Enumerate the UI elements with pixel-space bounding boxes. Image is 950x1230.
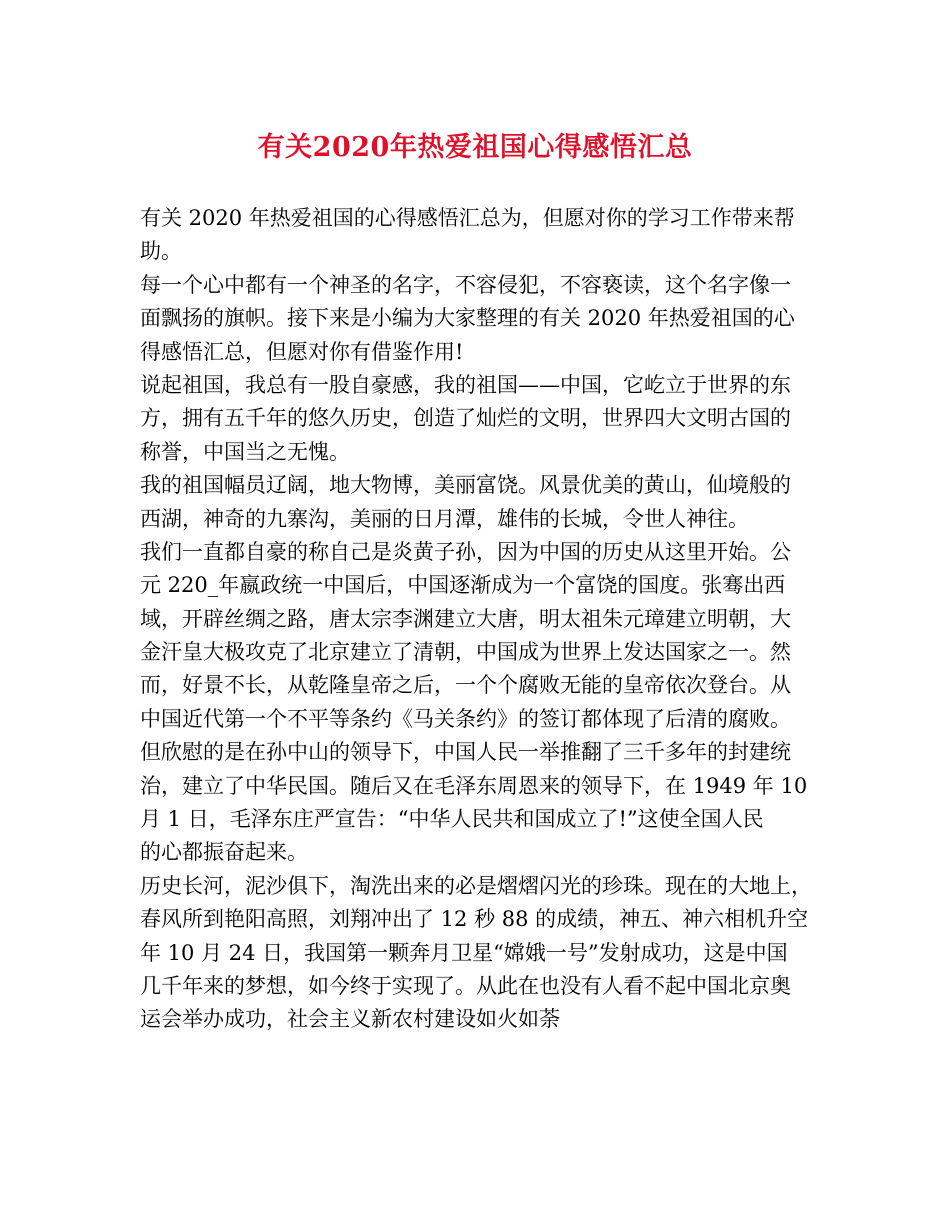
body-line: 运会举办成功，社会主义新农村建设如火如荼 bbox=[140, 1007, 560, 1032]
body-line: 说起祖国，我总有一股自豪感，我的祖国——中国，它屹立于世界的东 bbox=[140, 372, 791, 397]
body-line: 而，好景不长，从乾隆皇帝之后，一个个腐败无能的皇帝依次登台。从 bbox=[140, 673, 791, 698]
body-line: 得感悟汇总，但愿对你有借鉴作用! bbox=[140, 339, 464, 364]
document-title: 有关2020年热爱祖国心得感悟汇总 bbox=[257, 132, 693, 163]
body-line: 元 220_年嬴政统一中国后，中国逐渐成为一个富饶的国度。张骞出西 bbox=[140, 573, 786, 598]
body-line: 但欣慰的是在孙中山的领导下，中国人民一举推翻了三千多年的封建统 bbox=[140, 740, 791, 765]
body-line: 称誉，中国当之无愧。 bbox=[140, 439, 350, 464]
body-line: 有关 2020 年热爱祖国的心得感悟汇总为，但愿对你的学习工作带来帮 bbox=[140, 206, 795, 230]
body-line: 年 10 月 24 日，我国第一颗奔月卫星“嫦娥一号”发射成功，这是中国 bbox=[140, 940, 788, 965]
document-body bbox=[140, 202, 830, 1037]
body-line: 我的祖国幅员辽阔，地大物博，美丽富饶。风景优美的黄山，仙境般的 bbox=[140, 473, 791, 498]
body-line: 治，建立了中华民国。随后又在毛泽东周恩来的领导下，在 1949 年 10 bbox=[140, 773, 808, 798]
body-line: 历史长河，泥沙俱下，淘洗出来的必是熠熠闪光的珍珠。现在的大地上， bbox=[140, 873, 812, 898]
body-line: 几千年来的梦想，如今终于实现了。从此在也没有人看不起中国北京奥 bbox=[140, 973, 791, 998]
body-line: 我们一直都自豪的称自己是炎黄子孙，因为中国的历史从这里开始。公 bbox=[140, 539, 791, 564]
body-line: 域，开辟丝绸之路，唐太宗李渊建立大唐，明太祖朱元璋建立明朝，大 bbox=[140, 606, 791, 631]
body-line: 面飘扬的旗帜。接下来是小编为大家整理的有关 2020 年热爱祖国的心 bbox=[140, 306, 795, 331]
body-line: 的心都振奋起来。 bbox=[140, 840, 308, 865]
body-line: 中国近代第一个不平等条约《马关条约》的签订都体现了后清的腐败。 bbox=[140, 706, 791, 731]
body-line: 金汗皇大极攻克了北京建立了清朝，中国成为世界上发达国家之一。然 bbox=[140, 640, 791, 665]
body-line: 每一个心中都有一个神圣的名字，不容侵犯，不容亵读，这个名字像一 bbox=[140, 272, 791, 297]
body-line: 西湖，神奇的九寨沟，美丽的日月潭，雄伟的长城，令世人神往。 bbox=[140, 506, 749, 531]
body-line: 春风所到艳阳高照，刘翔冲出了 12 秒 88 的成绩，神五、神六相机升空 bbox=[140, 907, 809, 932]
body-line: 方，拥有五千年的悠久历史，创造了灿烂的文明，世界四大文明古国的 bbox=[140, 406, 791, 431]
body-line: 助。 bbox=[140, 239, 182, 264]
body-line: 月 1 日，毛泽东庄严宣告：“中华人民共和国成立了!”这使全国人民 bbox=[140, 807, 764, 832]
